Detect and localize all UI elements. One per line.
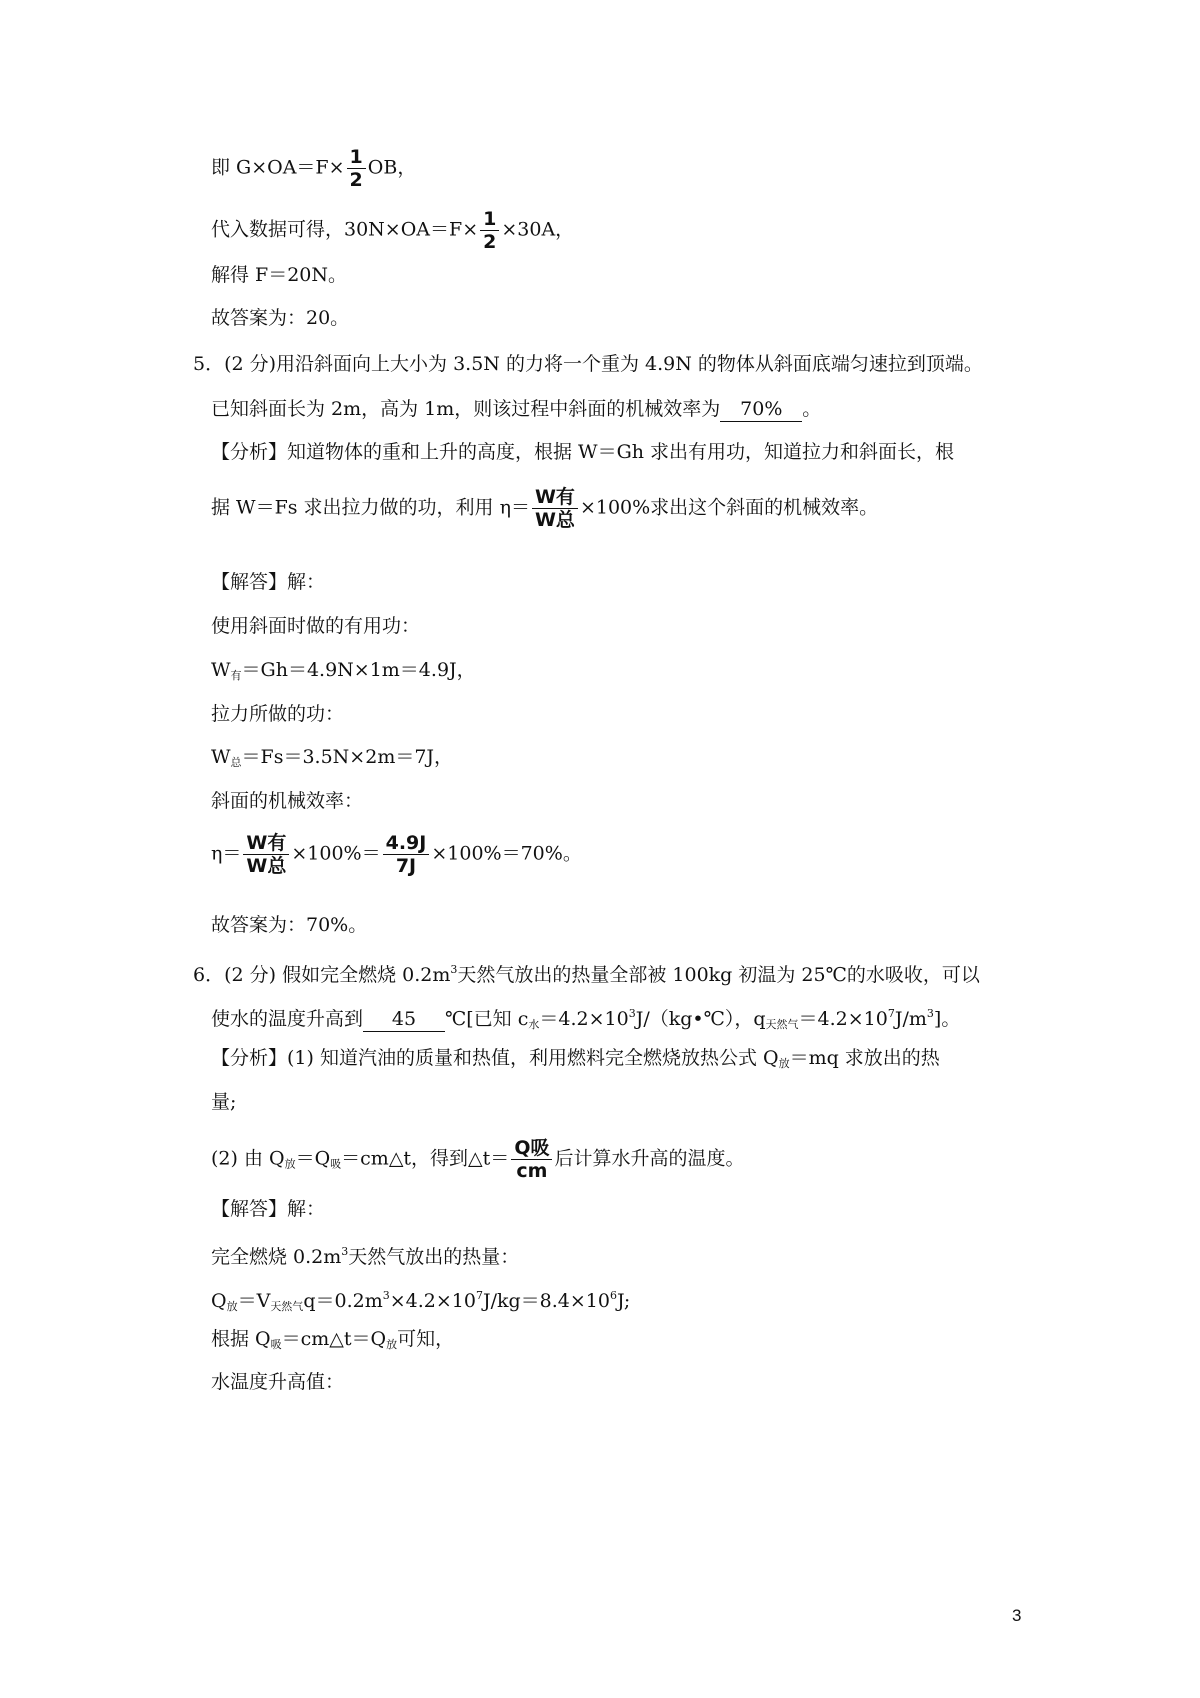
solution-5-line: 拉力所做的功： — [211, 703, 345, 725]
fraction-half: $\frac{1}{2}$ — [480, 208, 499, 253]
answer-line: 故答案为：20。 — [211, 307, 350, 329]
solution-6-line: 完全燃烧 $0.2m^3$天然气放出的热量： — [211, 1245, 520, 1268]
value-fraction: $\frac{4.9J}{7J}$ — [383, 832, 430, 877]
efficiency-fraction: $\frac{\text{W有}}{\text{W总}}$ — [532, 486, 578, 531]
question-6-line-1: 6．(2 分) 假如完全燃烧 $0.2m^3$天然气放出的热量全部被 100kg 初温为 25℃的水吸收，可以 — [193, 963, 980, 986]
solution-6-line: 根据 $Q_吸=cm\triangle t=Q_放$可知， — [211, 1328, 455, 1351]
solution-6-line: 水温度升高值： — [211, 1371, 345, 1393]
solution-5-line: $W_有=Gh=4.9N\times 1m=4.9J$， — [211, 659, 476, 682]
solution-5-heading: 【解答】解： — [211, 571, 326, 593]
solution-6-heading: 【解答】解： — [211, 1198, 326, 1220]
analysis-6-line-2: 量; — [211, 1091, 237, 1113]
temperature-fraction: $\frac{\text{Q吸}}{cm}$ — [511, 1137, 552, 1182]
eq-line-2: 代入数据可得，30N×OA＝F× $\frac{1}{2}$ ×30A， — [211, 208, 575, 253]
question-5-line-2: 已知斜面长为 2m，高为 1m，则该过程中斜面的机械效率为 70% 。 — [211, 398, 822, 420]
analysis-6-line-1: 【分析】(1) 知道汽油的质量和热值，利用燃料完全燃烧放热公式 $Q_放=mq$ 求放出的热 — [211, 1047, 940, 1070]
efficiency-fraction: $\frac{\text{W有}}{\text{W总}}$ — [243, 832, 289, 877]
question-6-line-2: 使水的温度升高到 45 ℃[已知 $c_水=4.2\times 10^3J/(kg•℃)$，$q_{天然气}=4.2\times 10^7J/m^3$]。 — [211, 1007, 961, 1031]
solution-5-line: 使用斜面时做的有用功： — [211, 615, 421, 637]
solution-5-line: 斜面的机械效率： — [211, 790, 364, 812]
answer-blank: 45 — [363, 1007, 445, 1032]
page-number: 3 — [1012, 1606, 1022, 1625]
analysis-5-line-2: 据 W＝Fs 求出拉力做的功，利用 η＝ $\frac{\text{W有}}{\text{W总}}$ ×100%求出这个斜面的机械效率。 — [211, 486, 879, 531]
fraction-half: $\frac{1}{2}$ — [347, 146, 366, 191]
eq-line-1: 即 G×OA＝F× $\frac{1}{2}$ OB， — [211, 146, 417, 191]
answer-line: 故答案为：70%。 — [211, 914, 368, 936]
question-5-line-1: 5．(2 分)用沿斜面向上大小为 3.5N 的力将一个重为 4.9N 的物体从斜面底端匀速拉到顶端。 — [193, 353, 983, 375]
solution-6-line: $Q_放=V_{天然气}q=0.2m^3\times 4.2\times 10^7J/kg=8.4\times 10^6J$; — [211, 1289, 631, 1313]
efficiency-equation: η＝ $\frac{\text{W有}}{\text{W总}}$ ×100%＝ $\frac{4.9J}{7J}$ ×100%＝70%。 — [211, 832, 582, 877]
analysis-6-line-3: (2) 由 $Q_放=Q_吸=cm\triangle t$，得到△t＝ $\frac{\text{Q吸}}{cm}$ 后计算水升高的温度。 — [211, 1137, 745, 1182]
answer-blank: 70% — [720, 397, 802, 422]
analysis-5-line-1: 【分析】知道物体的重和上升的高度，根据 W＝Gh 求出有用功，知道拉力和斜面长，根 — [211, 441, 955, 463]
result-line: 解得 F＝20N。 — [211, 264, 348, 286]
solution-5-line: $W_总=Fs=3.5N\times 2m=7J$， — [211, 746, 454, 769]
